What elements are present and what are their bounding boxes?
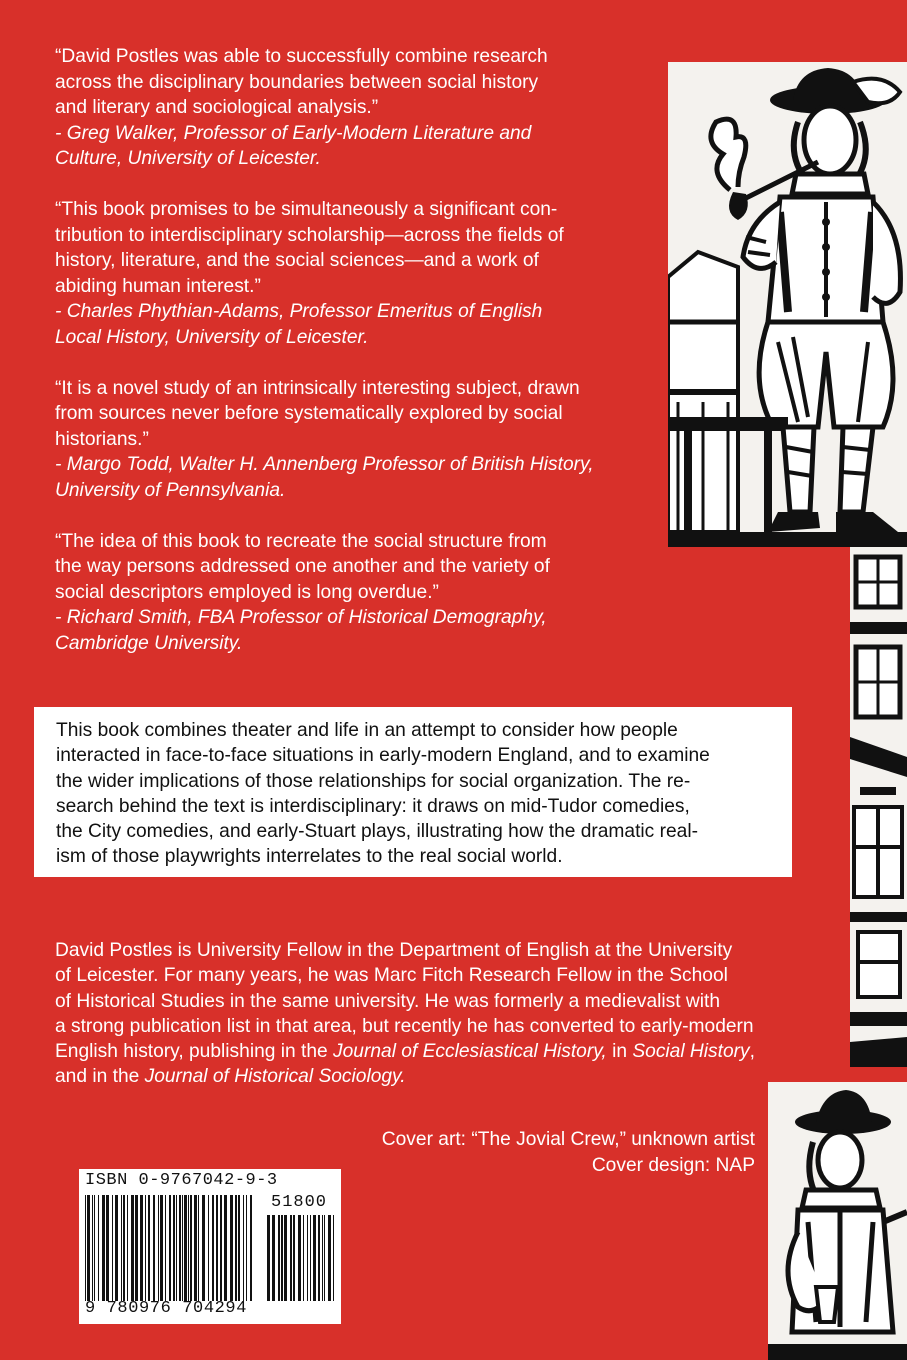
bio-line <box>55 1039 835 1064</box>
woodcut-building-illustration <box>850 547 907 1067</box>
barcode-bar <box>202 1195 205 1301</box>
isbn-barcode <box>79 1169 341 1324</box>
barcode-bar <box>303 1215 304 1301</box>
barcode-bar <box>121 1195 122 1301</box>
barcode-bar <box>165 1195 166 1301</box>
barcode-bar <box>153 1195 155 1301</box>
quote-attribution: Cambridge University. <box>55 632 243 654</box>
journal-title: Journal of Ecclesiastical History, <box>333 1041 607 1063</box>
quote-line: history, literature, and the social sciences—and a work of <box>55 250 539 271</box>
summary-line: interacted in face-to-face situations in early-modern England, and to examine <box>56 745 710 767</box>
endorsements <box>55 44 625 682</box>
barcode-bar <box>208 1195 209 1301</box>
barcode-bar <box>278 1215 280 1301</box>
isbn-number: ISBN 0-9767042-9-3 <box>85 1171 278 1190</box>
bio-text: in <box>606 1041 633 1063</box>
quote-line: “David Postles was able to successfully combine research <box>55 46 548 67</box>
barcode-bar <box>176 1195 177 1301</box>
endorsement-smith <box>55 529 625 657</box>
quote-line: across the disciplinary boundaries between social history <box>55 71 539 93</box>
bio-text: English history, publishing in the <box>55 1041 334 1063</box>
barcode-bar <box>198 1195 199 1301</box>
quote-attribution: - Greg Walker, Professor of Early-Modern Literature and <box>55 122 532 144</box>
barcode-bar <box>112 1195 113 1301</box>
journal-title: Journal of Historical Sociology. <box>144 1066 406 1088</box>
barcode-bar <box>313 1215 316 1301</box>
quote-line: the way persons addressed one another and the variety of <box>55 556 550 577</box>
barcode-bar <box>98 1195 99 1301</box>
endorsement-todd <box>55 376 625 504</box>
barcode-bar <box>92 1195 93 1301</box>
barcode-bar <box>184 1195 187 1301</box>
ean-barcode-bars <box>85 1195 253 1301</box>
barcode-bar <box>123 1195 125 1301</box>
woodcut-drinking-figure-illustration <box>768 1082 907 1360</box>
bio-text: and in the <box>55 1066 145 1088</box>
quote-line: historians.” <box>55 428 149 450</box>
barcode-bar <box>169 1195 171 1301</box>
quote-line: “This book promises to be simultaneously a significant con- <box>55 199 558 220</box>
barcode-bar <box>298 1215 301 1301</box>
bio-line: David Postles is University Fellow in the Department of English at the University <box>55 940 733 961</box>
summary-line: the wider implications of those relationships for social organization. The re- <box>56 770 691 792</box>
barcode-bar <box>310 1215 311 1301</box>
barcode-bar <box>194 1195 197 1301</box>
barcode-bar <box>328 1215 331 1301</box>
summary-line: the City comedies, and early-Stuart plays, illustrating how the dramatic real- <box>56 821 698 843</box>
woodcut-smoking-man-illustration <box>668 62 907 547</box>
quote-line: and literary and sociological analysis.” <box>55 97 379 118</box>
barcode-bar <box>127 1195 128 1301</box>
barcode-bar <box>281 1215 283 1301</box>
barcode-bar <box>307 1215 308 1301</box>
cover-credits <box>382 1127 755 1178</box>
quote-attribution: Local History, University of Leicester. <box>55 326 369 348</box>
quote-attribution: - Charles Phythian-Adams, Professor Emeritus of English <box>55 301 543 322</box>
barcode-bar <box>87 1195 90 1301</box>
ean-number: 9 780976 704294 <box>85 1299 248 1318</box>
quote-line: tribution to interdisciplinary scholarship—across the fields of <box>55 224 564 246</box>
barcode-bar <box>85 1195 86 1301</box>
summary-line: search behind the text is interdisciplinary: it draws on mid-Tudor comedies, <box>56 795 690 817</box>
bio-line: of Historical Studies in the same university. He was formerly a medievalist with <box>55 990 721 1012</box>
barcode-bar <box>284 1215 287 1301</box>
barcode-bar <box>243 1195 244 1301</box>
quote-attribution: University of Pennsylvania. <box>55 479 286 501</box>
barcode-bar <box>246 1195 247 1301</box>
quote-line: “It is a novel study of an intrinsically interesting subject, drawn <box>55 377 580 399</box>
quote-attribution: - Richard Smith, FBA Professor of Historical Demography, <box>55 607 547 628</box>
barcode-bar <box>220 1195 222 1301</box>
price-addon-number: 51800 <box>271 1193 328 1212</box>
barcode-bar <box>102 1195 105 1301</box>
addon-barcode-bars <box>267 1215 335 1301</box>
author-bio <box>55 938 835 1090</box>
barcode-bar <box>293 1215 295 1301</box>
barcode-bar <box>224 1195 227 1301</box>
barcode-bar <box>212 1195 214 1301</box>
barcode-bar <box>160 1195 163 1301</box>
bio-line <box>55 1064 835 1089</box>
barcode-bar <box>322 1215 323 1301</box>
quote-attribution: Culture, University of Leicester. <box>55 148 321 169</box>
barcode-bar <box>230 1195 233 1301</box>
barcode-bar <box>235 1195 237 1301</box>
quote-attribution: - Margo Todd, Walter H. Annenberg Professor of British History, <box>55 454 594 475</box>
barcode-bar <box>190 1195 192 1301</box>
barcode-bar <box>333 1215 334 1301</box>
endorsement-walker <box>55 44 625 172</box>
barcode-bar <box>318 1215 320 1301</box>
barcode-bar <box>290 1215 292 1301</box>
quote-line: social descriptors employed is long overdue.” <box>55 581 439 603</box>
barcode-bar <box>135 1195 138 1301</box>
journal-title: Social History <box>632 1041 750 1063</box>
quote-line: from sources never before systematically explored by social <box>55 403 563 424</box>
barcode-bar <box>272 1215 275 1301</box>
barcode-bar <box>179 1195 181 1301</box>
barcode-bar <box>145 1195 146 1301</box>
summary-line: ism of those playwrights interrelates to the real social world. <box>56 846 563 868</box>
bio-line: of Leicester. For many years, he was Marc Fitch Research Fellow in the School <box>55 965 728 987</box>
barcode-bar <box>267 1215 270 1301</box>
barcode-bar <box>106 1195 109 1301</box>
book-summary-box <box>34 707 792 877</box>
cover-design-credit: Cover design: NAP <box>591 1154 755 1176</box>
barcode-bar <box>250 1195 252 1301</box>
barcode-bar <box>140 1195 143 1301</box>
barcode-bar <box>188 1195 189 1301</box>
barcode-bar <box>148 1195 150 1301</box>
barcode-bar <box>238 1195 240 1301</box>
endorsement-phythian-adams <box>55 197 625 350</box>
quote-line: “The idea of this book to recreate the social structure from <box>55 530 547 552</box>
barcode-bar <box>94 1195 95 1301</box>
bio-text: , <box>749 1041 755 1063</box>
cover-art-credit: Cover art: “The Jovial Crew,” unknown artist <box>381 1129 755 1150</box>
quote-line: abiding human interest.” <box>55 275 261 297</box>
barcode-bar <box>324 1215 325 1301</box>
summary-line: This book combines theater and life in an attempt to consider how people <box>56 720 678 741</box>
barcode-bar <box>131 1195 134 1301</box>
barcode-bar <box>182 1195 183 1301</box>
bio-line: a strong publication list in that area, but recently he has converted to early-modern <box>55 1015 754 1037</box>
barcode-bar <box>216 1195 218 1301</box>
barcode-bar <box>158 1195 159 1301</box>
barcode-bar <box>115 1195 118 1301</box>
barcode-bar <box>173 1195 175 1301</box>
